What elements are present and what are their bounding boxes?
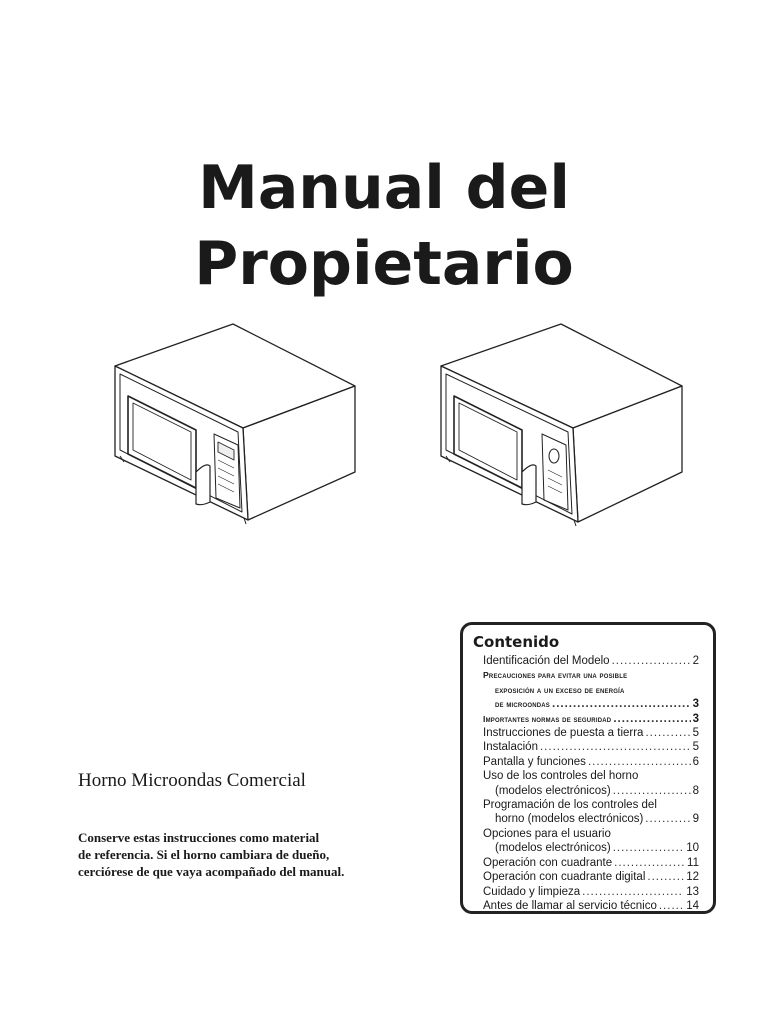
toc-item-continued[interactable] — [495, 697, 699, 711]
toc-item-page: 5 — [692, 741, 699, 754]
toc-item-page: 3 — [692, 698, 699, 711]
toc-leader — [659, 899, 684, 913]
toc-heading: Contenido — [473, 633, 560, 651]
toc-leader — [612, 654, 691, 668]
toc-item-page: 3 — [692, 712, 699, 725]
toc-item[interactable] — [483, 870, 699, 884]
document-title — [0, 150, 768, 302]
microwave-illustrations — [0, 310, 768, 540]
toc-item-label: (modelos electrónicos) — [495, 842, 611, 855]
toc-leader — [645, 726, 690, 740]
toc-item-label: Programación de los controles del — [483, 799, 657, 812]
toc-item-page: 13 — [686, 885, 699, 898]
toc-item-label: Antes de llamar al servicio técnico — [483, 899, 657, 912]
toc-item-page: 5 — [692, 727, 699, 740]
toc-item-continued[interactable] — [495, 812, 699, 826]
toc-leader — [540, 740, 691, 754]
toc-item-page: 9 — [692, 813, 699, 826]
toc-leader — [613, 784, 691, 798]
toc-item-label: Opciones para el usuario — [483, 827, 611, 840]
toc-item-continued — [495, 683, 699, 697]
retention-note — [78, 829, 408, 880]
toc-item[interactable] — [483, 769, 699, 783]
toc-item-page: 14 — [686, 899, 699, 912]
toc-item-label: Importantes normas de seguridad — [483, 713, 612, 724]
toc-leader — [647, 870, 684, 884]
oven-left — [115, 324, 355, 524]
toc-item-label: Uso de los controles del horno — [483, 770, 639, 783]
toc-item[interactable] — [483, 668, 699, 682]
toc-item-page: 6 — [692, 755, 699, 768]
toc-item-label: horno (modelos electrónicos) — [495, 813, 644, 826]
toc-leader — [613, 841, 685, 855]
toc-item[interactable] — [483, 899, 699, 913]
toc-item[interactable] — [483, 712, 699, 726]
title-line-2: Propietario — [194, 229, 574, 299]
toc-item-continued[interactable] — [495, 784, 699, 798]
toc-item[interactable] — [483, 755, 699, 769]
dial-knob-icon — [549, 449, 559, 463]
oven-right — [441, 324, 682, 526]
toc-item-label: exposición a un exceso de energía — [495, 684, 625, 695]
toc-item-continued[interactable] — [495, 841, 699, 855]
toc-leader — [614, 856, 685, 870]
toc-item-label: Instalación — [483, 741, 538, 754]
toc-leader — [552, 697, 691, 711]
table-of-contents — [460, 622, 716, 914]
toc-item[interactable] — [483, 827, 699, 841]
toc-item-label: Instrucciones de puesta a tierra — [483, 727, 644, 740]
toc-item-label: de microondas — [495, 699, 550, 710]
toc-item-label: Pantalla y funciones — [483, 755, 586, 768]
toc-item-page: 10 — [686, 842, 699, 855]
toc-item-page: 11 — [687, 856, 699, 869]
toc-item[interactable] — [483, 798, 699, 812]
note-line-3: cerciórese de que vaya acompañado del manual. — [78, 864, 345, 879]
toc-item-page: 8 — [692, 784, 699, 797]
toc-leader — [582, 885, 684, 899]
toc-item-page: 2 — [692, 655, 699, 667]
toc-item[interactable] — [483, 654, 699, 668]
toc-item-label: Precauciones para evitar una posible — [483, 670, 628, 681]
toc-item[interactable] — [483, 726, 699, 740]
toc-item-label: Identificación del Modelo — [483, 655, 610, 667]
toc-item-label: Cuidado y limpieza — [483, 885, 581, 898]
toc-item[interactable] — [483, 885, 699, 899]
toc-item-label: (modelos electrónicos) — [495, 784, 611, 797]
toc-item[interactable] — [483, 856, 699, 870]
toc-item-page: 12 — [686, 871, 699, 884]
toc-item[interactable] — [483, 740, 699, 754]
toc-leader — [588, 755, 691, 769]
toc-item-label: Operación con cuadrante digital — [483, 871, 646, 884]
toc-leader — [613, 712, 690, 726]
note-line-2: de referencia. Si el horno cambiara de dueño, — [78, 847, 330, 862]
toc-leader — [645, 812, 690, 826]
title-line-1: Manual del — [198, 153, 570, 223]
note-line-1: Conserve estas instrucciones como material — [78, 830, 320, 845]
product-name: Horno Microondas Comercial — [78, 770, 306, 791]
toc-item-label: Operación con cuadrante — [483, 856, 613, 869]
